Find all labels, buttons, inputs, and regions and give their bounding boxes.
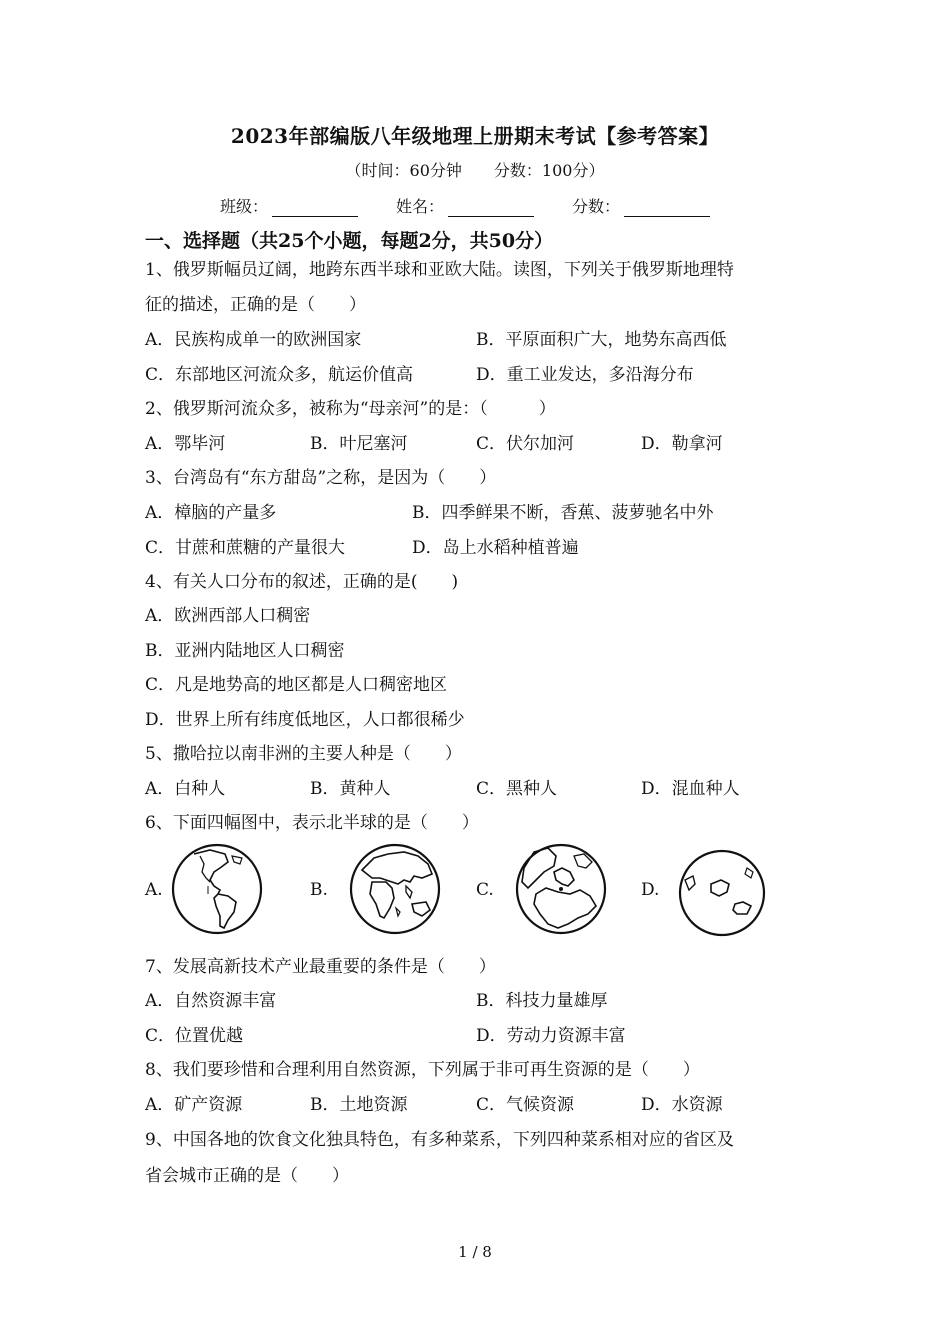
q4-option-a: A．欧洲西部人口稠密 bbox=[145, 606, 311, 626]
class-field bbox=[220, 194, 358, 217]
q9-stem-line2: 省会城市正确的是（ ） bbox=[145, 1166, 349, 1186]
q9-stem-line1: 9、中国各地的饮食文化独具特色，有多种菜系，下列四种菜系相对应的省区及 bbox=[145, 1130, 734, 1150]
q1-stem-line2: 征的描述，正确的是（ ） bbox=[145, 295, 366, 315]
q1-option-c: C．东部地区河流众多，航运价值高 bbox=[145, 365, 414, 385]
q2-stem: 2、俄罗斯河流众多，被称为“母亲河”的是：（ ） bbox=[145, 399, 556, 419]
q5-option-d: D．混血种人 bbox=[641, 779, 740, 799]
q2-option-d: D．勒拿河 bbox=[641, 434, 723, 454]
q1-option-d: D．重工业发达，多沿海分布 bbox=[476, 365, 694, 385]
class-label: 班级： bbox=[220, 197, 269, 216]
q2-option-a: A．鄂毕河 bbox=[145, 434, 226, 454]
q4-option-d: D．世界上所有纬度低地区，人口都很稀少 bbox=[145, 710, 465, 730]
q8-option-a: A．矿产资源 bbox=[145, 1095, 243, 1115]
q8-option-c: C．气候资源 bbox=[476, 1095, 575, 1115]
q3-option-a: A．樟脑的产量多 bbox=[145, 503, 277, 523]
globe-b-image bbox=[348, 842, 442, 936]
q4-option-b: B．亚洲内陆地区人口稠密 bbox=[145, 641, 345, 661]
name-label: 姓名： bbox=[396, 197, 445, 216]
q1-option-b: B．平原面积广大，地势东高西低 bbox=[476, 330, 727, 350]
globe-a-image bbox=[170, 842, 264, 936]
q7-stem: 7、发展高新技术产业最重要的条件是（ ） bbox=[145, 957, 496, 977]
q1-option-a: A．民族构成单一的欧洲国家 bbox=[145, 330, 362, 350]
q4-stem: 4、有关人口分布的叙述，正确的是( ) bbox=[145, 572, 459, 592]
name-blank[interactable] bbox=[448, 198, 534, 217]
page-number: 1 / 8 bbox=[458, 1243, 492, 1261]
q3-option-b: B．四季鲜果不断，香蕉、菠萝驰名中外 bbox=[412, 503, 714, 523]
q5-option-c: C．黑种人 bbox=[476, 779, 558, 799]
class-blank[interactable] bbox=[272, 198, 358, 217]
q3-stem: 3、台湾岛有“东方甜岛”之称，是因为（ ） bbox=[145, 468, 497, 488]
score-field bbox=[572, 194, 710, 217]
q8-stem: 8、我们要珍惜和合理利用自然资源，下列属于非可再生资源的是（ ） bbox=[145, 1060, 700, 1080]
q6-option-c: C. bbox=[476, 880, 494, 900]
q7-option-c: C．位置优越 bbox=[145, 1026, 244, 1046]
name-field bbox=[396, 194, 534, 217]
section-heading: 一、选择题（共25个小题，每题2分，共50分） bbox=[145, 230, 554, 252]
q5-stem: 5、撒哈拉以南非洲的主要人种是（ ） bbox=[145, 744, 462, 764]
q2-option-c: C．伏尔加河 bbox=[476, 434, 575, 454]
q7-option-a: A．自然资源丰富 bbox=[145, 991, 277, 1011]
exam-subtitle: （时间：60分钟 分数：100分） bbox=[345, 161, 605, 180]
q8-option-b: B．土地资源 bbox=[310, 1095, 408, 1115]
student-info-row bbox=[220, 194, 748, 217]
q8-option-d: D．水资源 bbox=[641, 1095, 723, 1115]
q4-option-c: C．凡是地势高的地区都是人口稠密地区 bbox=[145, 675, 448, 695]
q6-option-b: B. bbox=[310, 880, 328, 900]
q2-option-b: B．叶尼塞河 bbox=[310, 434, 408, 454]
q6-stem: 6、下面四幅图中，表示北半球的是（ ） bbox=[145, 813, 479, 833]
q6-option-a: A. bbox=[145, 880, 163, 900]
q5-option-b: B．黄种人 bbox=[310, 779, 391, 799]
score-blank[interactable] bbox=[624, 198, 710, 217]
globe-c-image bbox=[514, 842, 608, 936]
q3-option-c: C．甘蔗和蔗糖的产量很大 bbox=[145, 538, 346, 558]
q6-option-d: D. bbox=[641, 880, 660, 900]
globe-d-image bbox=[677, 848, 767, 938]
score-label: 分数： bbox=[572, 197, 621, 216]
q1-stem-line1: 1、俄罗斯幅员辽阔，地跨东西半球和亚欧大陆。读图，下列关于俄罗斯地理特 bbox=[145, 260, 734, 280]
q3-option-d: D．岛上水稻种植普遍 bbox=[412, 538, 579, 558]
q7-option-d: D．劳动力资源丰富 bbox=[476, 1026, 626, 1046]
page-title: 2023年部编版八年级地理上册期末考试【参考答案】 bbox=[230, 124, 720, 148]
q7-option-b: B．科技力量雄厚 bbox=[476, 991, 608, 1011]
q5-option-a: A．白种人 bbox=[145, 779, 226, 799]
